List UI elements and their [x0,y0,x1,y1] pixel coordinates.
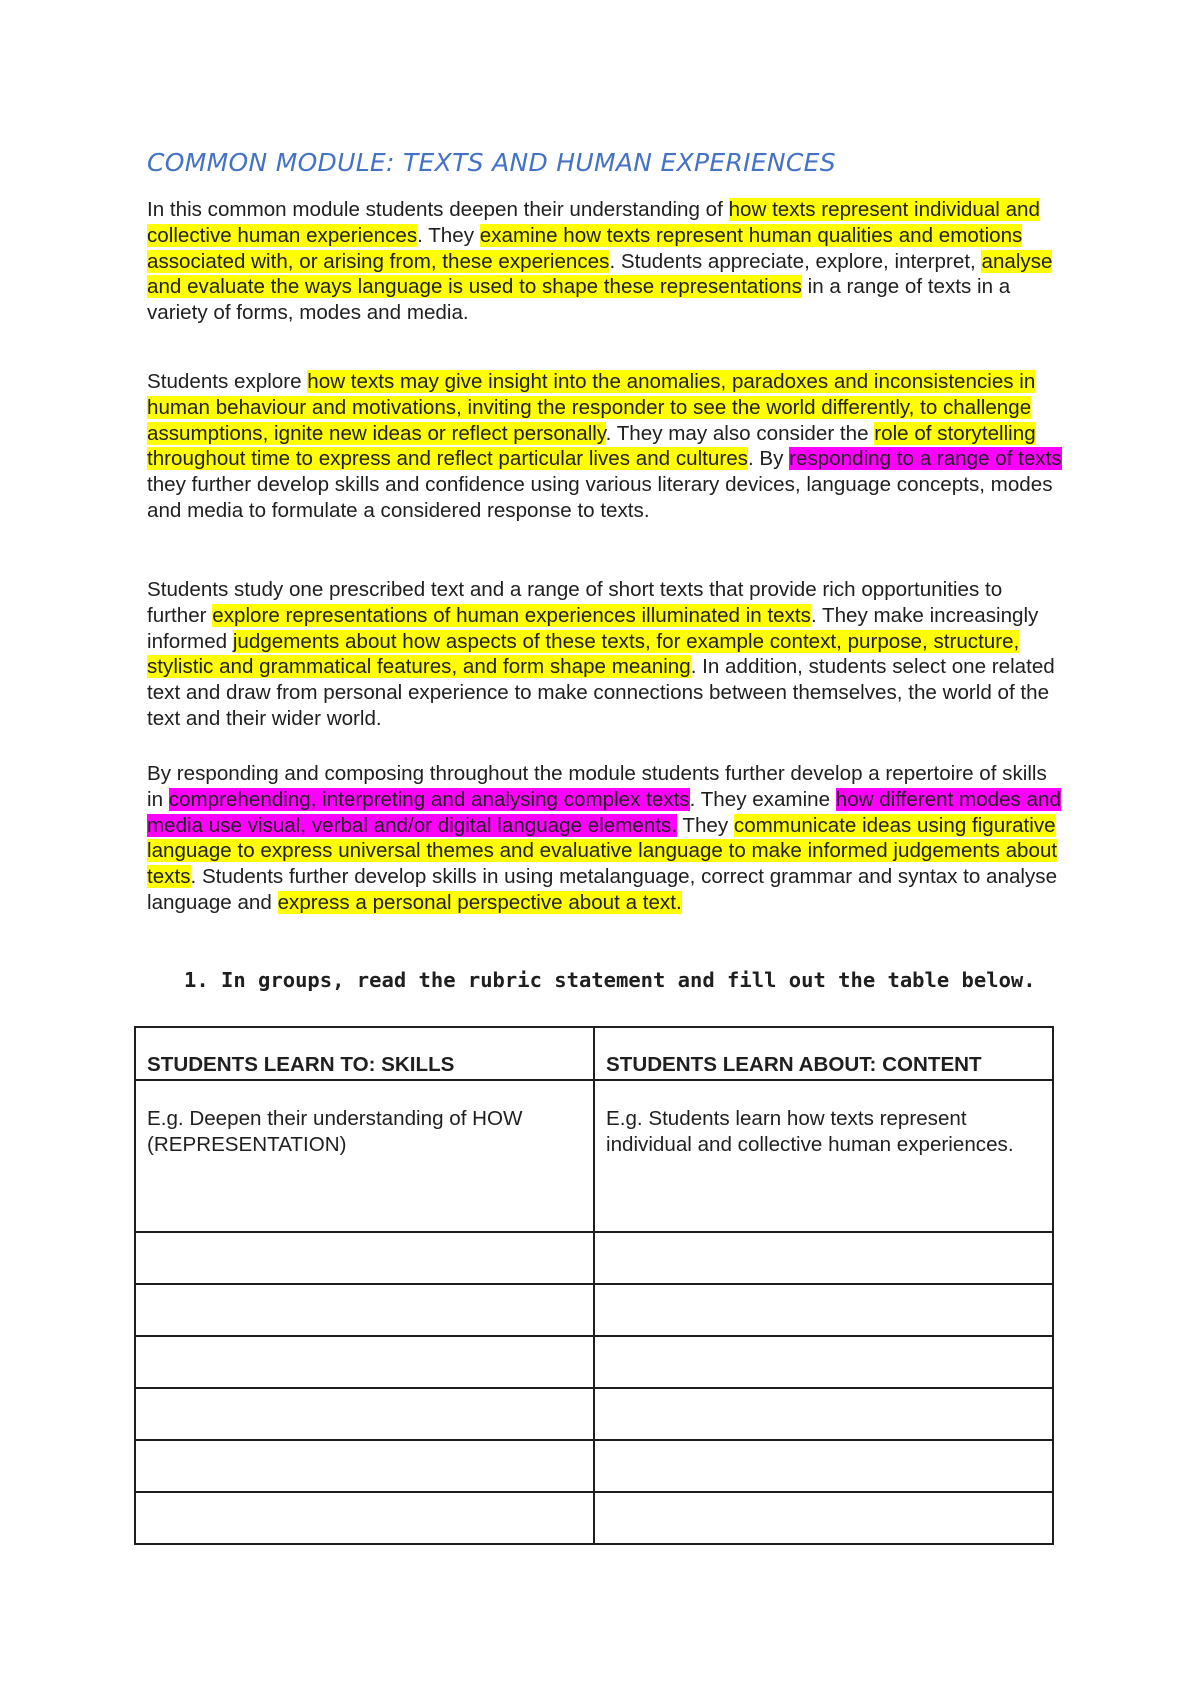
blank-skill-cell[interactable] [135,1388,594,1440]
text-run: . Students appreciate, explore, interpret, [609,249,982,273]
highlight-yellow: communicate ideas using figurative language to express universal themes and evaluative language to make informed judgements about texts [147,813,1058,889]
paragraph-2 [147,369,1062,524]
blank-skill-cell[interactable] [135,1492,594,1544]
highlight-yellow: how texts may give insight into the anomalies, paradoxes and inconsistencies in human behaviour and motivations, inviting the responder to see the world differently, to challenge assumptions, ignite new ideas or reflect personally [147,370,1036,445]
blank-content-cell[interactable] [594,1336,1053,1388]
example-content-cell[interactable]: E.g. Students learn how texts represent individual and collective human experiences. [594,1080,1053,1232]
text-run: . They [417,223,480,247]
instruction-number: 1. [184,968,209,992]
blank-row [135,1284,1053,1336]
text-run: Students study one prescribed text and a range of short texts that provide rich opportunities to further [147,578,1003,627]
blank-row [135,1388,1053,1440]
page-title: COMMON MODULE: TEXTS AND HUMAN EXPERIENCES [147,148,836,177]
rubric-table [134,1026,1054,1545]
text-run: Students explore [147,370,308,393]
table-header-row [135,1027,1053,1080]
highlight-magenta: how different modes and media use visual, verbal and/or digital language elements. [147,787,1061,837]
blank-row [135,1440,1053,1492]
highlight-yellow: analyse and evaluate the ways language is used to shape these representations [147,249,1053,299]
blank-content-cell[interactable] [594,1440,1053,1492]
highlight-yellow: how texts represent individual and collective human experiences [147,198,1040,247]
blank-skill-cell[interactable] [135,1284,594,1336]
blank-row [135,1336,1053,1388]
text-run: . They examine [689,787,836,811]
text-run: . In addition, students select one related text and draw from personal experience to make connections between themselves, the world of the text and their wider world. [147,655,1055,730]
blank-row [135,1232,1053,1284]
text-run: . They make increasingly informed [147,603,1039,653]
highlight-magenta: comprehending, interpreting and analysing complex texts [168,787,690,811]
text-run: In this common module students deepen their understanding of [147,198,729,221]
text-run: they further develop skills and confidence using various literary devices, language concepts, modes and media to formulate a considered response to texts. [147,473,1053,522]
text-run: . They may also consider the [605,421,875,445]
text-run: . Students further develop skills in using metalanguage, correct grammar and syntax to analyse language and [147,865,1058,914]
instruction-text: In groups, read the rubric statement and fill out the table below. [221,968,1036,992]
highlight-yellow: examine how texts represent human qualities and emotions associated with, or arising from, these experiences [147,223,1023,273]
header-skills: STUDENTS LEARN TO: SKILLS [135,1027,594,1080]
highlight-yellow: explore representations of human experiences illuminated in texts [212,603,811,627]
paragraph-3 [147,577,1062,732]
highlight-yellow: express a personal perspective about a text. [277,890,682,914]
text-run: . By [747,447,790,471]
text-run: By responding and composing throughout the module students further develop a repertoire of skills in [147,762,1047,811]
header-content: STUDENTS LEARN ABOUT: CONTENT [594,1027,1053,1080]
blank-skill-cell[interactable] [135,1336,594,1388]
example-row [135,1080,1053,1232]
highlight-yellow: role of storytelling throughout time to express and reflect particular lives and cultures [147,421,1036,471]
paragraph-4 [147,761,1062,916]
highlight-magenta: responding to a range of texts [789,447,1062,471]
blank-row [135,1492,1053,1544]
text-run: They [677,813,734,837]
example-skill-cell[interactable]: E.g. Deepen their understanding of HOW (REPRESENTATION) [135,1080,594,1232]
blank-content-cell[interactable] [594,1492,1053,1544]
paragraph-1 [147,197,1062,326]
highlight-yellow: judgements about how aspects of these texts, for example context, purpose, structure, stylistic and grammatical features, and form shape meaning [147,629,1020,679]
blank-skill-cell[interactable] [135,1232,594,1284]
blank-skill-cell[interactable] [135,1440,594,1492]
text-run: in a range of texts in a variety of forms, modes and media. [147,275,1011,325]
blank-content-cell[interactable] [594,1284,1053,1336]
instruction [184,968,1036,992]
blank-content-cell[interactable] [594,1232,1053,1284]
blank-content-cell[interactable] [594,1388,1053,1440]
